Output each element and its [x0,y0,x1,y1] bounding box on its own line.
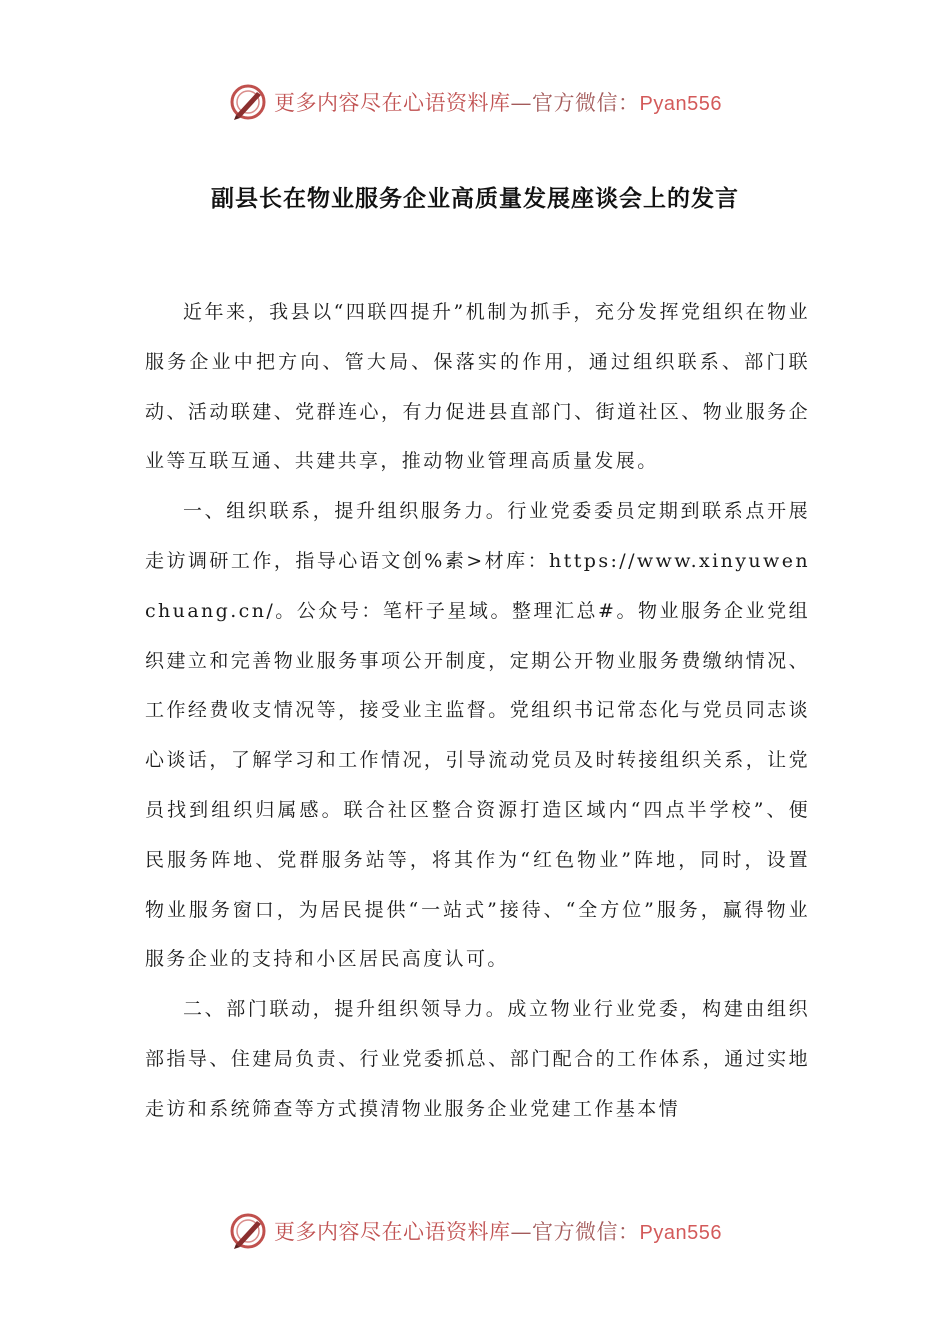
watermark-text: 更多内容尽在心语资料库—官方微信：Pyan556 [274,1220,722,1244]
wechat-id: Pyan556 [639,1222,722,1244]
paragraph-section-2: 二、部门联动，提升组织领导力。成立物业行业党委，构建由组织部指导、住建局负责、行业党委抓总、部门配合的工作体系，通过实地走访和系统筛查等方式摸清物业服务企业党建工作基本情 [145,998,810,1120]
watermark-text: 更多内容尽在心语资料库—官方微信：Pyan556 [274,91,722,115]
pen-logo-icon [228,1211,268,1251]
pen-logo-icon [228,82,268,122]
wechat-id: Pyan556 [639,93,722,115]
paragraph-intro: 近年来，我县以“四联四提升”机制为抓手，充分发挥党组织在物业服务企业中把方向、管大局、保落实的作用，通过组织联系、部门联动、活动联建、党群连心，有力促进县直部门、街道社区、物业服务企业等互联互通、共建共享，推动物业管理高质量发展。 [145,301,810,473]
footer-watermark-banner [0,1209,950,1253]
paragraph-section-1: 一、组织联系，提升组织服务力。行业党委委员定期到联系点开展走访调研工作，指导心语文创%素>材库：https://www.xinyuwenchuang.cn/。公众号：笔杆子星域。整理汇总#。物业服务企业党组织建立和完善物业服务事项公开制度，定期公开物业服务费缴纳情况、工作经费收支情况等，接受业主监督。党组织书记常态化与党员同志谈心谈话，了解学习和工作情况，引导流动党员及时转接组织关系，让党员找到组织归属感。联合社区整合资源打造区域内“四点半学校”、便民服务阵地、党群服务站等，将其作为“红色物业”阵地，同时，设置物业服务窗口，为居民提供“一站式”接待、“全方位”服务，赢得物业服务企业的支持和小区居民高度认可。 [145,500,810,971]
header-watermark-banner [0,80,950,124]
document-title: 副县长在物业服务企业高质量发展座谈会上的发言 [211,186,739,212]
document-body [145,288,810,1135]
